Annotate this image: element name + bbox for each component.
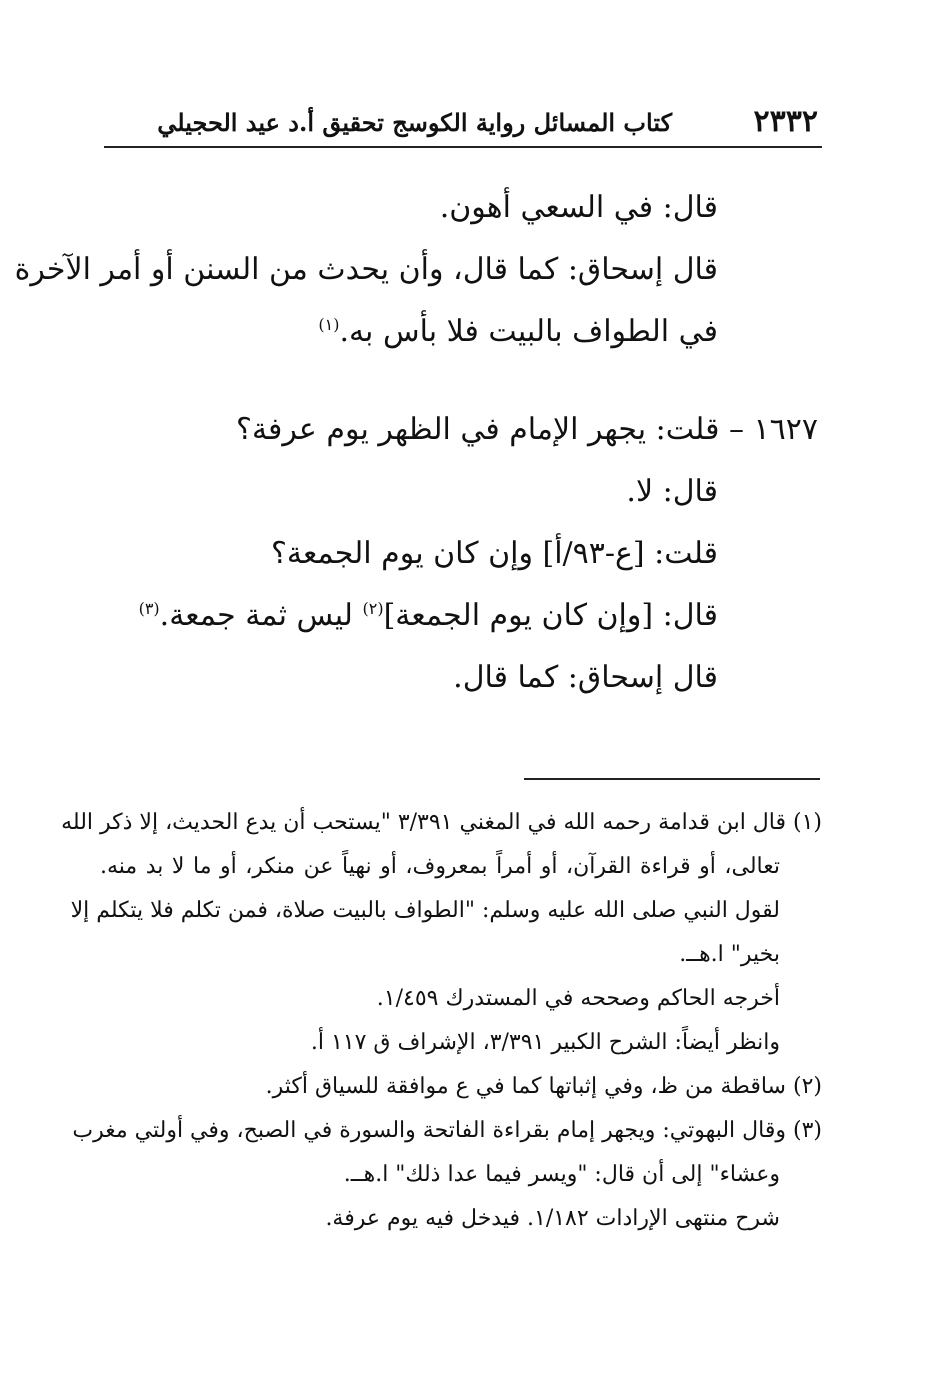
footnote-line: بخير" ا.هــ.	[679, 942, 780, 967]
footnote-line: (٢) ساقطة من ظ، وفي إثباتها كما في ع موافقة للسياق أكثر.	[265, 1074, 822, 1099]
answer-line: قال: لا.	[626, 474, 718, 509]
answer-text: ليس ثمة جمعة.	[159, 598, 363, 633]
answer-line	[139, 586, 718, 646]
paragraph-line	[318, 302, 718, 362]
footnote-line: شرح منتهى الإرادات ١/١٨٢. فيدخل فيه يوم عرفة.	[325, 1206, 780, 1231]
paragraph-text: في الطواف بالبيت فلا بأس به.	[339, 314, 718, 349]
question-text: قلت: يجهر الإمام في الظهر يوم عرفة؟	[236, 412, 720, 447]
footnotes	[61, 800, 822, 1280]
footnote-line: وعشاء" إلى أن قال: "ويسر فيما عدا ذلك" ا.هــ.	[343, 1162, 780, 1187]
question-line	[236, 400, 818, 460]
question-number: ١٦٢٧ –	[729, 412, 818, 447]
footnote-ref: (١)	[318, 315, 340, 334]
page-header	[104, 100, 822, 148]
question-line: قلت: [ع-٩٣/أ] وإن كان يوم الجمعة؟	[270, 536, 718, 571]
footnote-line: أخرجه الحاكم وصححه في المستدرك ١/٤٥٩.	[376, 986, 780, 1011]
footnote-ref: (٣)	[138, 599, 160, 618]
footnote-line: وانظر أيضاً: الشرح الكبير ٣/٣٩١، الإشراف ق ١١٧ أ.	[310, 1030, 780, 1055]
footnote-line: لقول النبي صلى الله عليه وسلم: "الطواف بالبيت صلاة، فمن تكلم فلا يتكلم إلا	[70, 898, 780, 923]
paragraph-line: قال إسحاق: كما قال، وأن يحدث من السنن أو أمر الآخرة	[14, 252, 718, 287]
page-number: ٢٣٣٢	[753, 104, 818, 139]
paragraph-line: قال: في السعي أهون.	[439, 190, 718, 225]
main-text	[14, 178, 822, 708]
footnote-ref: (٢)	[362, 599, 384, 618]
answer-line: قال إسحاق: كما قال.	[453, 660, 718, 695]
answer-text: قال: [وإن كان يوم الجمعة]	[383, 598, 718, 633]
footnote-line: تعالى، أو قراءة القرآن، أو أمراً بمعروف، أو نهياً عن منكر، أو ما لا بد منه.	[100, 854, 780, 879]
footnote-line: (١) قال ابن قدامة رحمه الله في المغني ٣/٣٩١ "يستحب أن يدع الحديث، إلا ذكر الله	[61, 810, 822, 835]
running-title: كتاب المسائل رواية الكوسج تحقيق أ.د عيد الحجيلي	[157, 108, 672, 137]
footnote-line: (٣) وقال البهوتي: ويجهر إمام بقراءة الفاتحة والسورة في الصبح، وفي أولتي مغرب	[72, 1118, 822, 1143]
footnote-separator	[524, 778, 820, 780]
